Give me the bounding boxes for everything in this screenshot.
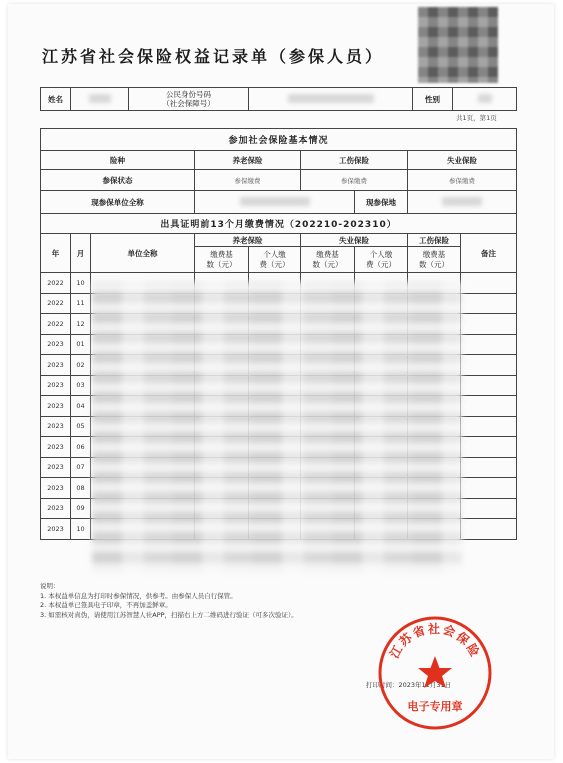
insurance-type-label: 险种 bbox=[41, 151, 195, 170]
col-unit: 单位全称 bbox=[91, 234, 195, 273]
unemployment-header: 失业保险 bbox=[408, 151, 517, 170]
col-injury-base: 缴费基 数（元） bbox=[408, 247, 461, 273]
note-item: 3. 如需核对真伪，请使用江苏智慧人社APP，扫描右上方二维码进行验证（可多次验证）。 bbox=[40, 610, 298, 619]
row-remark bbox=[461, 334, 517, 355]
id-value bbox=[249, 88, 413, 111]
notes-heading: 说明： bbox=[40, 582, 60, 590]
current-location-value bbox=[408, 191, 517, 214]
injury-header: 工伤保险 bbox=[301, 151, 408, 170]
row-year: 2023 bbox=[41, 519, 71, 540]
print-date: 打印时间：2023年11月31日 bbox=[366, 681, 452, 689]
row-remark bbox=[461, 396, 517, 417]
group-injury: 工伤保险 bbox=[408, 234, 461, 247]
document-title: 江苏省社会保险权益记录单（参保人员） bbox=[42, 47, 385, 66]
row-year: 2023 bbox=[41, 416, 71, 437]
row-year: 2022 bbox=[41, 273, 71, 294]
row-remark bbox=[461, 478, 517, 499]
seal-bottom-text: 电子专用章 bbox=[407, 700, 463, 713]
row-remark bbox=[461, 355, 517, 376]
redacted-data bbox=[92, 282, 462, 572]
group-unemployment: 失业保险 bbox=[301, 234, 408, 247]
basic-section-title: 参加社会保险基本情况 bbox=[41, 129, 517, 151]
col-unemployment-personal: 个人缴 费（元） bbox=[355, 247, 408, 273]
notes bbox=[40, 582, 298, 620]
row-year: 2023 bbox=[41, 437, 71, 458]
row-remark bbox=[461, 273, 517, 294]
personal-info-table bbox=[40, 87, 517, 111]
row-remark bbox=[461, 437, 517, 458]
row-month: 02 bbox=[71, 355, 91, 376]
row-remark bbox=[461, 314, 517, 335]
row-remark bbox=[461, 519, 517, 540]
col-pension-personal: 个人缴 费（元） bbox=[249, 247, 301, 273]
contrib-section-title: 出具证明前13个月缴费情况（202210-202310） bbox=[41, 214, 517, 234]
row-month: 08 bbox=[71, 478, 91, 499]
id-label: 公民身份号码 （社会保障号） bbox=[129, 88, 249, 111]
row-year: 2023 bbox=[41, 457, 71, 478]
seal-arc-text: 江苏省社会保险 bbox=[387, 621, 483, 661]
electronic-seal bbox=[376, 614, 494, 732]
row-year: 2023 bbox=[41, 334, 71, 355]
note-item: 1. 本权益单信息为打印时参保情况，供参考。由参保人员自行保管。 bbox=[40, 591, 237, 600]
status-pension: 参保缴费 bbox=[195, 170, 301, 191]
col-remark: 备注 bbox=[461, 234, 517, 273]
row-year: 2023 bbox=[41, 396, 71, 417]
row-year: 2023 bbox=[41, 375, 71, 396]
row-month: 07 bbox=[71, 457, 91, 478]
current-unit-value bbox=[195, 191, 355, 214]
row-remark bbox=[461, 416, 517, 437]
group-pension: 养老保险 bbox=[195, 234, 301, 247]
col-year: 年 bbox=[41, 234, 71, 273]
current-location-label: 现参保地 bbox=[355, 191, 408, 214]
row-month: 10 bbox=[71, 273, 91, 294]
row-month: 10 bbox=[71, 519, 91, 540]
row-month: 12 bbox=[71, 314, 91, 335]
seal-star-icon bbox=[418, 656, 452, 688]
status-unemployment: 参保缴费 bbox=[408, 170, 517, 191]
row-month: 04 bbox=[71, 396, 91, 417]
row-month: 03 bbox=[71, 375, 91, 396]
col-month: 月 bbox=[71, 234, 91, 273]
gender-label: 性别 bbox=[413, 88, 453, 111]
row-month: 01 bbox=[71, 334, 91, 355]
page-info: 共1页，第1页 bbox=[456, 114, 497, 122]
row-month: 11 bbox=[71, 293, 91, 314]
current-unit-label: 现参保单位全称 bbox=[41, 191, 195, 214]
name-value bbox=[71, 88, 129, 111]
gender-value bbox=[453, 88, 517, 111]
name-label: 姓名 bbox=[41, 88, 71, 111]
pension-header: 养老保险 bbox=[195, 151, 301, 170]
row-remark bbox=[461, 375, 517, 396]
row-month: 09 bbox=[71, 498, 91, 519]
col-pension-base: 缴费基 数（元） bbox=[195, 247, 249, 273]
note-item: 2. 本权益单已签具电子印章，不再加盖鲜章。 bbox=[40, 601, 172, 609]
row-remark bbox=[461, 498, 517, 519]
row-remark bbox=[461, 457, 517, 478]
status-label: 参保状态 bbox=[41, 170, 195, 191]
row-month: 05 bbox=[71, 416, 91, 437]
status-injury: 参保缴费 bbox=[301, 170, 408, 191]
col-unemployment-base: 缴费基 数（元） bbox=[301, 247, 355, 273]
row-year: 2023 bbox=[41, 355, 71, 376]
row-year: 2023 bbox=[41, 478, 71, 499]
row-year: 2022 bbox=[41, 293, 71, 314]
row-year: 2022 bbox=[41, 314, 71, 335]
qr-code[interactable] bbox=[418, 7, 498, 83]
row-month: 06 bbox=[71, 437, 91, 458]
row-remark bbox=[461, 293, 517, 314]
row-year: 2023 bbox=[41, 498, 71, 519]
